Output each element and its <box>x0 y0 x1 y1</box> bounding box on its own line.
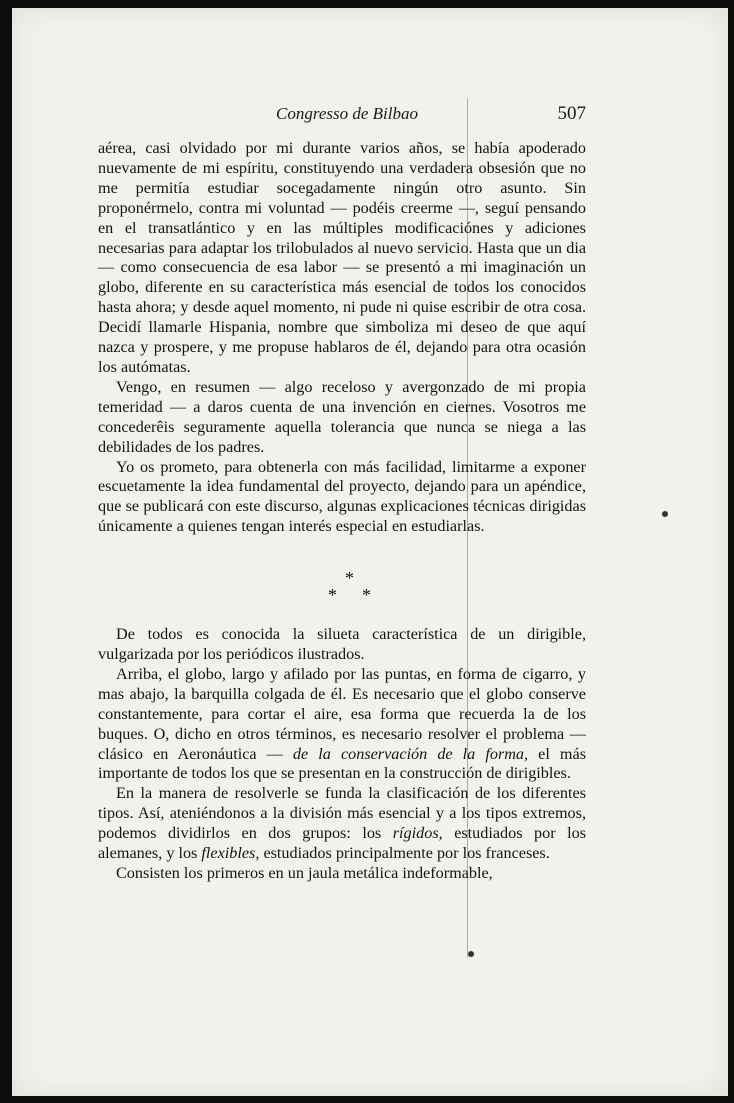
italic-phrase: de la conservación de la forma, <box>292 744 529 763</box>
paragraph: Consisten los primeros en un jaula metálica indeformable, <box>116 864 493 882</box>
separator-star: * <box>362 585 371 606</box>
page-header <box>102 104 592 128</box>
paragraph-text: estudiados principalmente por los franceses. <box>259 844 550 863</box>
section-separator <box>98 543 586 625</box>
italic-term: rígidos, <box>392 824 443 843</box>
paragraph: De todos es conocida la silueta característica de un dirigible, vulgarizada por los periódicos ilustrados. <box>98 625 586 664</box>
body-text <box>98 139 586 884</box>
paragraph-text: Arriba, el globo, largo y afilado por las puntas, en forma de cigarro, y mas abajo, la barquilla colgada de él. Es necesario que el globo conserve constantemente, para cortar el aire, esa forma que recuerda la de los buques. O, dicho en otros términos, es necesario resolver el problema — clásico en Aeronáutica — <box>98 664 586 763</box>
paragraph <box>98 665 586 784</box>
page-sheet <box>12 8 728 1096</box>
ink-speck <box>662 511 668 517</box>
paragraph-text: En la manera de resolverle se funda la clasificación de los diferentes tipos. Así, ateniéndonos a la división más esencial y a los tipos extremos, podemos dividirlos en dos grupos: los <box>98 784 586 843</box>
ink-speck <box>468 951 474 957</box>
separator-star: * <box>345 568 354 589</box>
italic-term: flexibles, <box>201 844 260 863</box>
paragraph <box>98 784 586 864</box>
paragraph: aérea, casi olvidado por mi durante varios años, se había apoderado nuevamente de mi espíritu, constituyendo una verdadera obsesión que no me permitía estudiar socegadamente ningún otro asunto. Sin proponérmelo, contra mi voluntad — podéis creerme —, seguí pensando en el transatlántico y en las múltiples modificaciónes y adiciones necesarias para adaptar los trilobulados al nuevo servicio. Hasta que un dia — como consecuencia de esa labor — se presentó a mi imaginación un globo, diferente en su característica más esencial de todos los conocidos hasta ahora; y desde aquel momento, ni pude ni quise escribir de otra cosa. Decidí llamarle Hispania, nombre que simboliza mi deseo de que aquí nazca y prospere, y me propuse hablaros de él, dejando para otra ocasión los autómatas. <box>98 139 586 376</box>
separator-star: * <box>328 585 337 606</box>
paragraph-text: el más importante de todos los que se presentan en la construcción de dirigibles. <box>98 744 586 783</box>
page-number: 507 <box>557 103 586 124</box>
paragraph: Vengo, en resumen — algo receloso y avergonzado de mi propia temeridad — a daros cuenta de una invención en ciernes. Vosotros me concederêis seguramente aquella tolerancia que nunca se niega a las debilidades de los padres. <box>98 377 586 456</box>
running-title: Congresso de Bilbao <box>276 104 418 123</box>
paragraph: Yo os prometo, para obtenerla con más facilidad, limitarme a exponer escuetamente la idea fundamental del proyecto, dejando para un apéndice, que se publicará con este discurso, algunas explicaciones técnicas dirigidas únicamente a quienes tengan interés especial en estudiarlas. <box>98 457 586 536</box>
paragraph-text: estudiados por los alemanes, y los <box>98 824 586 863</box>
